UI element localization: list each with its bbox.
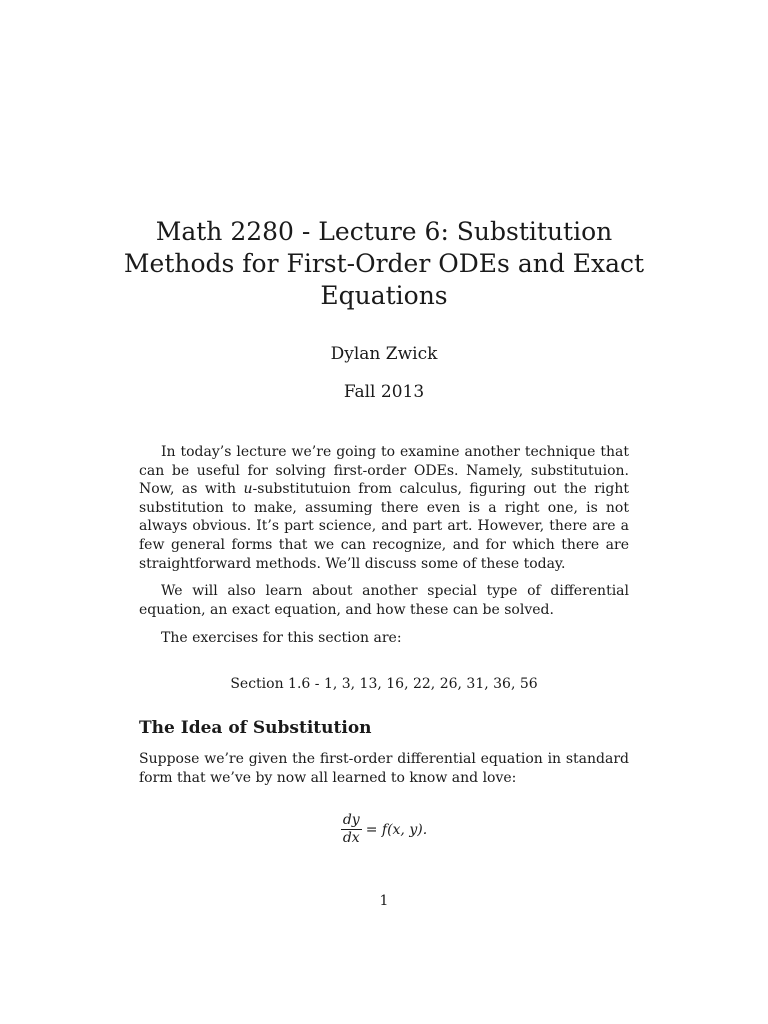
document-date: Fall 2013 (343, 382, 425, 402)
page-number: 1 (379, 893, 389, 909)
equation-right-hand-side: = f(x, y). (365, 821, 428, 838)
intro-paragraph-1 (139, 443, 629, 573)
intro-text-end: -substitutuion from calculus, figuring out the right substitution to make, assuming there even is a right one, is not always obvious. It’s part science, and part art. However, there are a few general forms that we can recognize, and for which there are straightforward methods. We’ll discuss some of these today. (139, 481, 630, 572)
fraction-numerator: dy (342, 812, 360, 828)
document-title: Math 2280 - Lecture 6: Substitution Methods for First-Order ODEs and Exact Equations (123, 217, 645, 310)
section-heading: The Idea of Substitution (139, 718, 372, 738)
derivative-fraction (341, 812, 362, 847)
section-paragraph-1: Suppose we’re given the first-order differential equation in standard form that we’ve by now all learned to know and love: (139, 751, 629, 786)
exercise-list: Section 1.6 - 1, 3, 13, 16, 22, 26, 31, 36, 56 (230, 676, 538, 692)
intro-text-start: In today’s lecture we’re going to examine another technique that can be useful for solving first-order ODEs. Namely, substitutuion. Now, as with (139, 444, 629, 498)
intro-paragraph-2: We will also learn about another special type of differential equation, an exact equation, and how these can be solved. (139, 583, 629, 618)
intro-paragraph-3: The exercises for this section are: (161, 630, 402, 646)
math-variable-u: u (243, 481, 253, 498)
author-name: Dylan Zwick (330, 344, 438, 364)
display-equation (0, 812, 768, 847)
fraction-denominator: dx (342, 830, 360, 846)
